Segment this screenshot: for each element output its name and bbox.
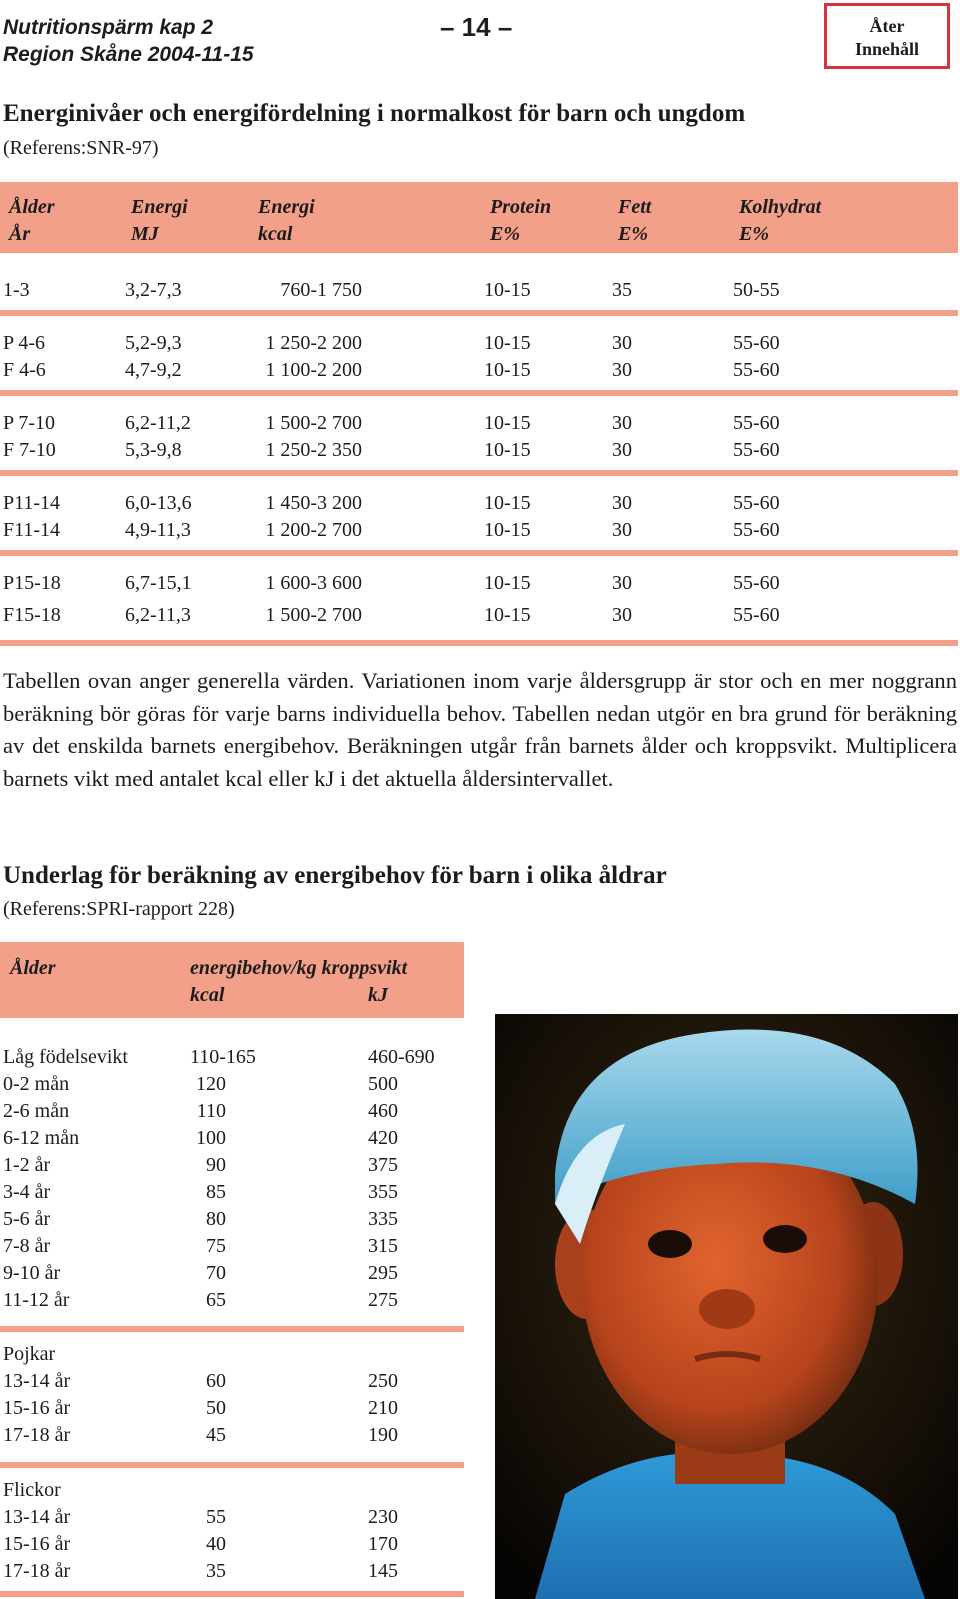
table2-cell: 40: [206, 1533, 226, 1555]
table1-cell: 55-60: [733, 412, 780, 434]
child-photo-illustration: [495, 1014, 958, 1599]
table2-cell: 15-16 år: [3, 1533, 71, 1555]
table1-row-divider: [0, 470, 958, 476]
table1-cell: 55-60: [733, 332, 780, 354]
table2-cell: 9-10 år: [3, 1262, 61, 1284]
table2-cell: 13-14 år: [3, 1506, 71, 1528]
table2-cell: 210: [368, 1397, 398, 1419]
back-label-line2: Innehåll: [854, 39, 920, 59]
table2-cell: 335: [368, 1208, 398, 1230]
table1-cell: 30: [612, 604, 632, 626]
table2-row-divider: [0, 1326, 464, 1332]
table1-cell: 10-15: [484, 279, 531, 301]
table2-cell: 460: [368, 1100, 398, 1122]
table1-header-line2: E%: [739, 223, 769, 245]
table2-cell: 110: [196, 1100, 226, 1122]
table1-cell: 10-15: [484, 439, 531, 461]
table1-cell: 1-3: [3, 279, 30, 301]
table2-cell: 75: [206, 1235, 226, 1257]
section1-heading: Energinivåer och energifördelning i normalkost för barn och ungdom: [3, 100, 746, 127]
table2-cell: 275: [368, 1289, 398, 1311]
table1-cell: 1 250-2 200: [265, 332, 362, 354]
table2-cell: 5-6 år: [3, 1208, 51, 1230]
table2-cell: 500: [368, 1073, 398, 1095]
table1-cell: P 4-6: [3, 332, 46, 354]
table1-header-line2: kcal: [258, 223, 293, 245]
table1-cell: 30: [612, 519, 632, 541]
table1-cell: F15-18: [3, 604, 61, 626]
table1-cell: F 7-10: [3, 439, 56, 461]
table2-cell: 100: [196, 1127, 226, 1149]
table2-cell: 70: [206, 1262, 226, 1284]
table2-col-group: energibehov/kg kroppsvikt: [190, 957, 408, 979]
header-region-date: Region Skåne 2004-11-15: [3, 43, 254, 66]
table1-header-line2: År: [9, 223, 31, 245]
table1-row-divider: [0, 390, 958, 396]
table1-cell: 10-15: [484, 519, 531, 541]
table1-cell: 55-60: [733, 439, 780, 461]
table2-cell: 80: [206, 1208, 226, 1230]
table1-cell: 1 500-2 700: [265, 604, 362, 626]
table1-cell: 30: [612, 439, 632, 461]
table2-cell: 1-2 år: [3, 1154, 51, 1176]
section2-heading: Underlag för beräkning av energibehov för barn i olika åldrar: [3, 862, 667, 889]
table1-header-line2: E%: [490, 223, 520, 245]
table2-cell: 11-12 år: [3, 1289, 70, 1311]
table2-cell: 7-8 år: [3, 1235, 51, 1257]
table1-cell: 10-15: [484, 412, 531, 434]
table2-cell: 55: [206, 1506, 226, 1528]
table1-header-line2: E%: [618, 223, 648, 245]
table2-cell: 3-4 år: [3, 1181, 51, 1203]
table1-cell: P15-18: [3, 572, 61, 594]
table2-cell: 170: [368, 1533, 398, 1555]
table1-cell: P 7-10: [3, 412, 56, 434]
explanation-paragraph: Tabellen ovan anger generella värden. Variationen inom varje åldersgrupp är stor och en mer noggrann beräkning bör göras för varje barns individuella behov. Tabellen nedan utgör en bra grund för beräkning av det enskilda barnets energibehov. Beräkningen utgår från barnets ålder och kroppsvikt. Multiplicera barnets vikt med antalet kcal eller kJ i det aktuella åldersintervallet.: [3, 668, 957, 791]
table2-cell: 315: [368, 1235, 398, 1257]
table2-cell: 85: [206, 1181, 226, 1203]
table1-cell: 1 200-2 700: [265, 519, 362, 541]
table2-cell: 355: [368, 1181, 398, 1203]
table1-cell: 4,9-11,3: [125, 519, 191, 541]
document-header: [3, 14, 254, 68]
table1-cell: 5,2-9,3: [125, 332, 182, 354]
table1-header-line1: Energi: [258, 196, 315, 218]
table1-cell: 30: [612, 412, 632, 434]
table2-cell: 145: [368, 1560, 398, 1582]
table2-cell: 460-690: [368, 1046, 435, 1068]
table2-cell: 2-6 mån: [3, 1100, 70, 1122]
table1-cell: 3,2-7,3: [125, 279, 182, 301]
table2-row-divider: [0, 1591, 464, 1597]
table1-cell: 5,3-9,8: [125, 439, 182, 461]
table1-header-line1: Ålder: [9, 196, 55, 218]
section1-reference: (Referens:SNR-97): [3, 137, 159, 159]
table1-cell: 1 250-2 350: [265, 439, 362, 461]
table1-cell: 55-60: [733, 519, 780, 541]
table2-cell: 13-14 år: [3, 1370, 71, 1392]
back-label-line1: Åter: [869, 16, 905, 36]
table2-cell: 15-16 år: [3, 1397, 71, 1419]
page-number: – 14 –: [440, 12, 513, 42]
table2-cell: 420: [368, 1127, 398, 1149]
table2-col-kcal: kcal: [190, 984, 225, 1006]
table1-cell: 10-15: [484, 492, 531, 514]
table1-cell: 760-1 750: [280, 279, 362, 301]
table2-col-age: Ålder: [10, 957, 56, 979]
table1-cell: 30: [612, 572, 632, 594]
table1-header-line1: Protein: [490, 196, 552, 218]
table2-cell: 90: [206, 1154, 226, 1176]
table1-header-line1: Energi: [131, 196, 188, 218]
table2-cell: 17-18 år: [3, 1560, 71, 1582]
table1-cell: 55-60: [733, 604, 780, 626]
header-title: Nutritionspärm kap 2: [3, 16, 214, 39]
table1-cell: 6,7-15,1: [125, 572, 192, 594]
table1-cell: 55-60: [733, 359, 780, 381]
table1-row-divider: [0, 640, 958, 646]
table2-cell: 6-12 mån: [3, 1127, 80, 1149]
table2-cell: 50: [206, 1397, 226, 1419]
table1-cell: 1 600-3 600: [265, 572, 362, 594]
table1-row-divider: [0, 310, 958, 316]
table2-cell: 375: [368, 1154, 398, 1176]
table1-header-line1: Fett: [618, 196, 652, 218]
table2-cell: 17-18 år: [3, 1424, 71, 1446]
table2-cell: 35: [206, 1560, 226, 1582]
table1-header-line1: Kolhydrat: [739, 196, 822, 218]
table2-cell: 120: [196, 1073, 226, 1095]
table2-col-kj: kJ: [368, 984, 388, 1006]
table1-cell: 4,7-9,2: [125, 359, 182, 381]
table1-cell: 10-15: [484, 332, 531, 354]
table1-cell: F 4-6: [3, 359, 46, 381]
table2-cell: Låg födelsevikt: [3, 1046, 128, 1068]
table1-cell: 50-55: [733, 279, 780, 301]
table1-cell: 1 450-3 200: [265, 492, 362, 514]
table1-cell: 35: [612, 279, 632, 301]
table1-cell: 55-60: [733, 492, 780, 514]
table2-cell: 0-2 mån: [3, 1073, 70, 1095]
table1-cell: 6,2-11,3: [125, 604, 191, 626]
child-photo: [495, 1014, 958, 1599]
table1-cell: 30: [612, 492, 632, 514]
table1-cell: 6,0-13,6: [125, 492, 192, 514]
table2-row-divider: [0, 1462, 464, 1468]
table1-cell: 6,2-11,2: [125, 412, 191, 434]
table2-cell: 65: [206, 1289, 226, 1311]
table2-cell: 110-165: [190, 1046, 256, 1068]
section2-reference: (Referens:SPRI-rapport 228): [3, 898, 235, 920]
table1-cell: 1 500-2 700: [265, 412, 362, 434]
table1-cell: F11-14: [3, 519, 61, 541]
table1-header-line2: MJ: [131, 223, 159, 245]
table1-cell: 1 100-2 200: [265, 359, 362, 381]
table2-cell: 190: [368, 1424, 398, 1446]
back-to-contents-button[interactable]: [824, 3, 950, 69]
table1-row-divider: [0, 550, 958, 556]
table1-cell: 30: [612, 332, 632, 354]
table1-cell: 10-15: [484, 359, 531, 381]
table2-cell: 230: [368, 1506, 398, 1528]
table1-cell: 30: [612, 359, 632, 381]
table1-cell: 10-15: [484, 604, 531, 626]
table1-cell: 10-15: [484, 572, 531, 594]
table1-cell: 55-60: [733, 572, 780, 594]
table2-cell: 250: [368, 1370, 398, 1392]
table2-cell: 60: [206, 1370, 226, 1392]
table1-cell: P11-14: [3, 492, 61, 514]
table2-cell: 45: [206, 1424, 226, 1446]
table2-group-label: Pojkar: [3, 1343, 56, 1365]
table2-cell: 295: [368, 1262, 398, 1284]
table2-group-label: Flickor: [3, 1479, 61, 1501]
